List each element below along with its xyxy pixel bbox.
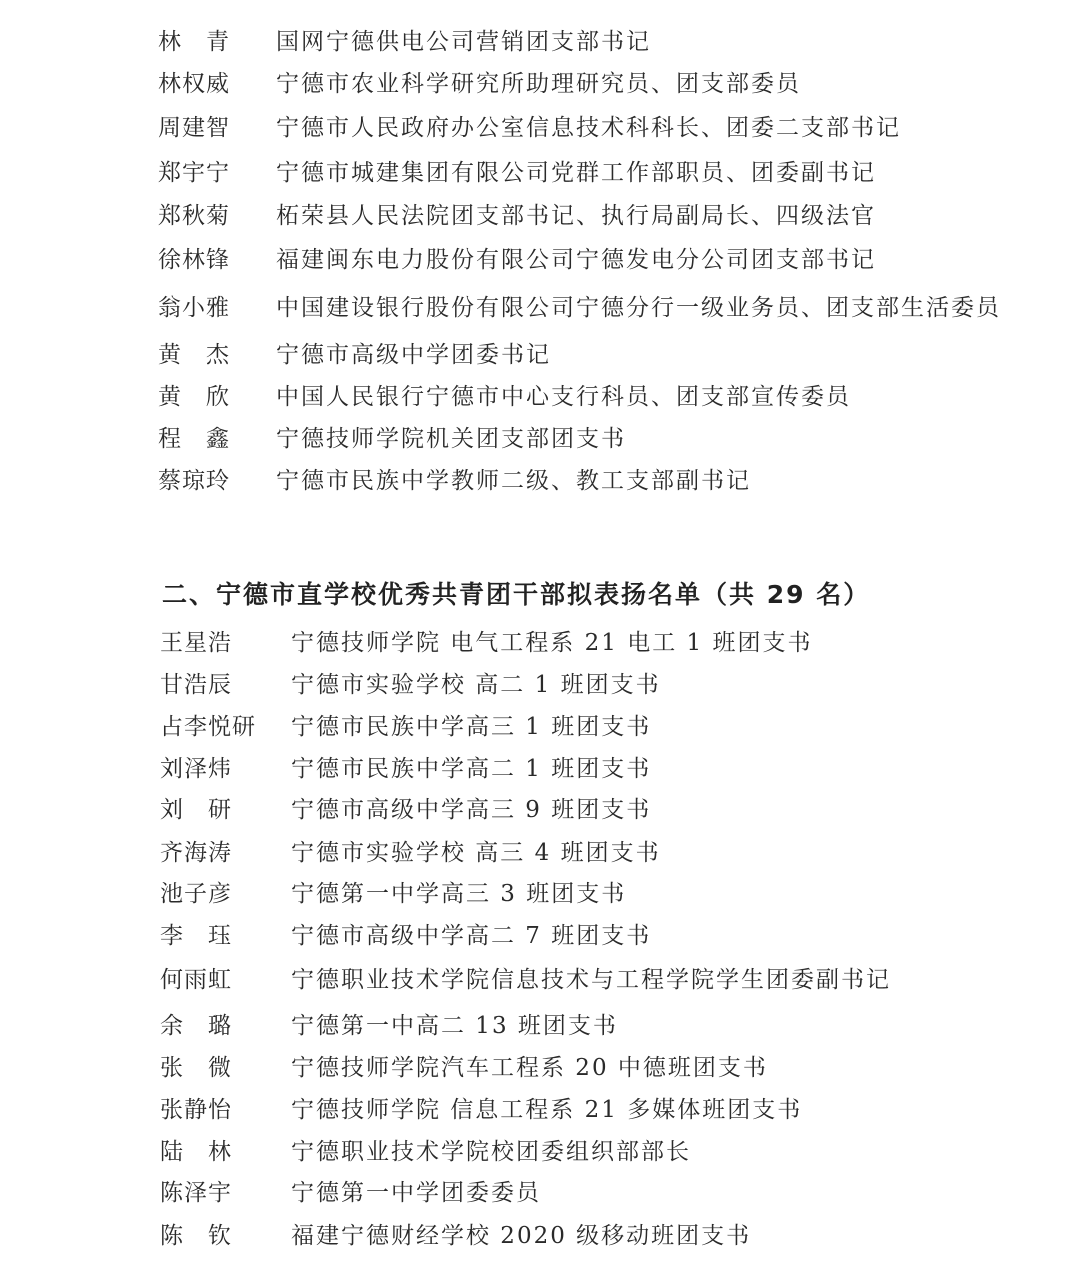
- person-position: 宁德市人民政府办公室信息技术科科长、团委二支部书记: [276, 115, 901, 141]
- person-position: 宁德市高级中学高三 9 班团支书: [291, 797, 652, 823]
- person-name: 陆 林: [160, 1139, 232, 1165]
- person-name: 何雨虹: [160, 967, 232, 993]
- person-name: 齐海涛: [160, 840, 232, 866]
- person-name: 陈泽宇: [160, 1180, 232, 1206]
- person-name: 张 微: [160, 1055, 232, 1081]
- person-name: 占李悦研: [160, 714, 256, 740]
- person-name: 翁小雅: [158, 295, 230, 321]
- person-position: 宁德第一中学高三 3 班团支书: [291, 881, 627, 907]
- person-name: 张静怡: [160, 1097, 232, 1123]
- person-name: 黄 杰: [158, 342, 230, 368]
- person-position: 柘荣县人民法院团支部书记、执行局副局长、四级法官: [276, 203, 876, 229]
- person-position: 中国建设银行股份有限公司宁德分行一级业务员、团支部生活委员: [276, 295, 1001, 321]
- person-position: 宁德市实验学校 高三 4 班团支书: [291, 840, 661, 866]
- person-position: 宁德市民族中学高二 1 班团支书: [291, 756, 652, 782]
- person-position: 宁德技师学院 信息工程系 21 多媒体班团支书: [291, 1097, 803, 1123]
- person-name: 周建智: [158, 115, 230, 141]
- person-position: 宁德市城建集团有限公司党群工作部职员、团委副书记: [276, 160, 876, 186]
- person-position: 宁德市民族中学高三 1 班团支书: [291, 714, 652, 740]
- person-position: 国网宁德供电公司营销团支部书记: [276, 29, 651, 55]
- person-name: 王星浩: [160, 630, 232, 656]
- person-name: 林 青: [158, 29, 230, 55]
- person-name: 程 鑫: [158, 426, 230, 452]
- person-position: 中国人民银行宁德市中心支行科员、团支部宣传委员: [276, 384, 851, 410]
- person-name: 甘浩辰: [160, 672, 232, 698]
- person-name: 刘泽炜: [160, 756, 232, 782]
- person-position: 宁德职业技术学院信息技术与工程学院学生团委副书记: [291, 967, 891, 993]
- person-name: 余 璐: [160, 1013, 232, 1039]
- person-name: 郑秋菊: [158, 203, 230, 229]
- section-2-heading: 二、宁德市直学校优秀共青团干部拟表扬名单（共 29 名）: [162, 580, 871, 609]
- person-name: 徐林锋: [158, 247, 230, 273]
- person-position: 宁德市实验学校 高二 1 班团支书: [291, 672, 661, 698]
- person-position: 宁德市民族中学教师二级、教工支部副书记: [276, 468, 751, 494]
- person-name: 蔡琼玲: [158, 468, 230, 494]
- person-position: 宁德技师学院 电气工程系 21 电工 1 班团支书: [291, 630, 813, 656]
- person-position: 福建闽东电力股份有限公司宁德发电分公司团支部书记: [276, 247, 876, 273]
- person-name: 刘 研: [160, 797, 232, 823]
- person-position: 福建宁德财经学校 2020 级移动班团支书: [291, 1223, 752, 1249]
- person-name: 陈 钦: [160, 1223, 232, 1249]
- person-name: 林权威: [158, 71, 230, 97]
- person-position: 宁德技师学院汽车工程系 20 中德班团支书: [291, 1055, 768, 1081]
- person-position: 宁德技师学院机关团支部团支书: [276, 426, 626, 452]
- person-position: 宁德第一中学团委委员: [291, 1180, 541, 1206]
- person-position: 宁德市高级中学团委书记: [276, 342, 551, 368]
- person-position: 宁德职业技术学院校团委组织部部长: [291, 1139, 691, 1165]
- person-name: 黄 欣: [158, 384, 230, 410]
- person-name: 郑宇宁: [158, 160, 230, 186]
- person-position: 宁德第一中高二 13 班团支书: [291, 1013, 618, 1039]
- person-position: 宁德市农业科学研究所助理研究员、团支部委员: [276, 71, 801, 97]
- person-name: 池子彦: [160, 881, 232, 907]
- person-name: 李 珏: [160, 923, 232, 949]
- person-position: 宁德市高级中学高二 7 班团支书: [291, 923, 652, 949]
